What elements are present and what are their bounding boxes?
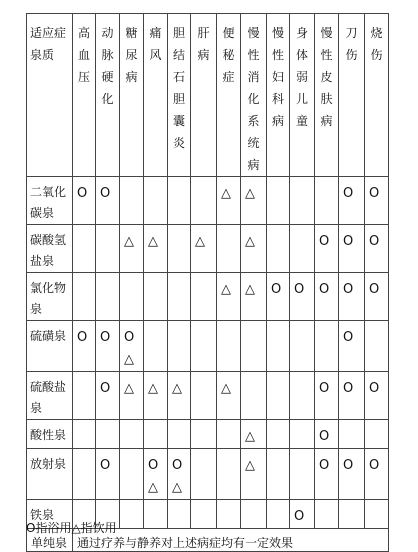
bath-use-mark: O xyxy=(369,234,380,249)
indication-cell xyxy=(191,273,217,321)
column-header xyxy=(290,14,315,177)
indication-cell xyxy=(191,500,217,529)
indication-cell xyxy=(290,420,315,449)
indication-cell xyxy=(365,420,389,449)
column-header-label: 便秘症 xyxy=(222,26,235,84)
table-row xyxy=(27,177,389,225)
indication-cell xyxy=(267,420,290,449)
simple-spring-effect-note: 通过疗养与静养对上述病症均有一定效果 xyxy=(73,529,389,552)
indication-cell xyxy=(96,372,120,420)
drink-use-mark: △ xyxy=(245,234,255,249)
column-header-label: 痛风 xyxy=(149,26,162,62)
spring-type-label: 碳酸氢盐泉 xyxy=(27,225,73,273)
indication-cell xyxy=(241,449,267,500)
indication-cell xyxy=(120,225,144,273)
indication-cell xyxy=(168,372,191,420)
indication-cell xyxy=(315,225,339,273)
indication-cell xyxy=(217,321,241,372)
indication-cell xyxy=(144,500,168,529)
spring-type-label: 二氧化碳泉 xyxy=(27,177,73,225)
indication-cell xyxy=(96,273,120,321)
indication-cell xyxy=(267,177,290,225)
indication-cell xyxy=(96,177,120,225)
indication-cell xyxy=(339,372,365,420)
indication-cell xyxy=(168,321,191,372)
indication-cell xyxy=(365,225,389,273)
indication-cell xyxy=(315,420,339,449)
column-header-label: 刀伤 xyxy=(345,26,358,62)
indication-cell xyxy=(168,225,191,273)
bath-use-mark: O xyxy=(77,186,88,201)
column-header xyxy=(241,14,267,177)
column-header-label: 高血压 xyxy=(77,26,90,84)
bath-use-mark: O xyxy=(294,282,305,297)
indication-cell xyxy=(290,372,315,420)
drink-use-mark: △ xyxy=(245,429,255,444)
indication-cell xyxy=(217,372,241,420)
column-header xyxy=(73,14,96,177)
drink-use-mark: △ xyxy=(245,458,255,473)
table-row xyxy=(27,420,389,449)
bath-use-mark: O xyxy=(172,458,183,473)
indication-cell xyxy=(73,273,96,321)
indication-cell xyxy=(144,420,168,449)
drink-use-mark: △ xyxy=(195,234,205,249)
column-header xyxy=(365,14,389,177)
column-header xyxy=(267,14,290,177)
indication-cell xyxy=(96,225,120,273)
indication-cell xyxy=(191,420,217,449)
bath-use-mark: O xyxy=(369,458,380,473)
indication-cell xyxy=(120,372,144,420)
indication-cell xyxy=(315,273,339,321)
indication-cell xyxy=(168,420,191,449)
drink-use-mark: △ xyxy=(148,381,158,396)
bath-use-mark: O xyxy=(319,458,330,473)
bath-use-mark: O xyxy=(100,186,111,201)
indication-cell xyxy=(168,273,191,321)
header-corner-label: 适应症泉质 xyxy=(27,14,73,177)
column-header xyxy=(96,14,120,177)
indication-cell xyxy=(144,225,168,273)
indication-cell xyxy=(96,420,120,449)
bath-use-mark: O xyxy=(148,458,159,473)
indication-cell xyxy=(267,273,290,321)
indication-cell xyxy=(144,177,168,225)
indication-cell xyxy=(73,449,96,500)
indication-cell xyxy=(217,449,241,500)
indication-cell xyxy=(241,177,267,225)
indication-cell xyxy=(290,177,315,225)
column-header xyxy=(339,14,365,177)
indication-cell xyxy=(73,420,96,449)
drink-use-mark: △ xyxy=(245,186,255,201)
spring-type-label: 酸性泉 xyxy=(27,420,73,449)
drink-use-mark: △ xyxy=(172,381,182,396)
indication-cell xyxy=(144,372,168,420)
indication-cell xyxy=(73,372,96,420)
indication-cell xyxy=(191,449,217,500)
bath-use-mark: O xyxy=(100,381,111,396)
column-header xyxy=(217,14,241,177)
table-row xyxy=(27,225,389,273)
header-row xyxy=(27,14,389,177)
indication-cell xyxy=(168,177,191,225)
bath-use-mark: O xyxy=(319,282,330,297)
column-header-label: 慢性妇科病 xyxy=(271,26,284,128)
indication-cell xyxy=(120,500,144,529)
indication-cell xyxy=(120,321,144,372)
spring-type-label: 放射泉 xyxy=(27,449,73,500)
indication-cell xyxy=(315,449,339,500)
indication-cell xyxy=(315,177,339,225)
table-row xyxy=(27,372,389,420)
indication-cell xyxy=(290,500,315,529)
bath-use-mark: O xyxy=(319,234,330,249)
indication-cell xyxy=(365,273,389,321)
column-header xyxy=(144,14,168,177)
indication-cell xyxy=(120,420,144,449)
indication-cell xyxy=(339,273,365,321)
drink-use-mark: △ xyxy=(124,381,134,396)
bath-use-mark: O xyxy=(369,282,380,297)
indication-cell xyxy=(191,321,217,372)
indication-cell xyxy=(168,500,191,529)
indication-cell xyxy=(144,321,168,372)
column-header xyxy=(315,14,339,177)
indication-cell xyxy=(267,321,290,372)
column-header-label: 烧伤 xyxy=(370,26,383,62)
indication-cell xyxy=(96,321,120,372)
bath-use-mark: O xyxy=(343,458,354,473)
indication-cell xyxy=(290,321,315,372)
indication-cell xyxy=(267,500,290,529)
indication-cell xyxy=(217,177,241,225)
bath-use-mark: O xyxy=(100,458,111,473)
bath-use-mark: O xyxy=(77,330,88,345)
indication-cell xyxy=(120,273,144,321)
indication-cell xyxy=(365,500,389,529)
spring-type-label: 硫酸盐泉 xyxy=(27,372,73,420)
drink-use-mark: △ xyxy=(172,480,182,495)
indication-cell xyxy=(241,500,267,529)
drink-use-mark: △ xyxy=(221,381,231,396)
drink-use-mark: △ xyxy=(245,282,255,297)
column-header xyxy=(191,14,217,177)
spring-type-label: 氯化物泉 xyxy=(27,273,73,321)
drink-use-mark: △ xyxy=(148,234,158,249)
indication-cell xyxy=(120,177,144,225)
indication-cell xyxy=(365,321,389,372)
table-row xyxy=(27,321,389,372)
indication-cell xyxy=(290,449,315,500)
bath-use-mark: O xyxy=(100,330,111,345)
indication-cell xyxy=(73,225,96,273)
indication-cell xyxy=(339,420,365,449)
indication-cell xyxy=(191,177,217,225)
indication-cell xyxy=(217,273,241,321)
indication-cell xyxy=(217,420,241,449)
drink-use-mark: △ xyxy=(221,282,231,297)
indication-cell xyxy=(241,420,267,449)
column-header-label: 慢性皮肤病 xyxy=(320,26,333,128)
indication-cell xyxy=(73,321,96,372)
column-header-label: 动脉硬化 xyxy=(101,26,114,106)
drink-use-mark: △ xyxy=(124,234,134,249)
column-header-label: 慢性消化系统病 xyxy=(247,26,260,172)
indication-cell xyxy=(339,321,365,372)
column-header-label: 肝病 xyxy=(197,26,210,62)
spring-type-label: 硫磺泉 xyxy=(27,321,73,372)
bath-use-mark: O xyxy=(271,282,282,297)
indication-cell xyxy=(315,372,339,420)
indication-cell xyxy=(365,177,389,225)
drink-use-mark: △ xyxy=(221,186,231,201)
indication-cell xyxy=(267,449,290,500)
indication-cell xyxy=(96,449,120,500)
indication-cell xyxy=(339,449,365,500)
indication-cell xyxy=(290,273,315,321)
legend-note: O指浴用△指饮用 xyxy=(26,521,117,535)
indication-cell xyxy=(339,225,365,273)
bath-use-mark: O xyxy=(369,186,380,201)
indication-cell xyxy=(315,500,339,529)
indication-cell xyxy=(241,372,267,420)
hot-spring-indication-table xyxy=(26,13,389,552)
column-header-label: 胆结石胆囊炎 xyxy=(172,26,185,150)
table-row xyxy=(27,273,389,321)
drink-use-mark: △ xyxy=(148,480,158,495)
drink-use-mark: △ xyxy=(124,352,134,367)
bath-use-mark: O xyxy=(343,186,354,201)
indication-cell xyxy=(191,372,217,420)
spring-type-label: 铁泉 xyxy=(27,500,73,529)
indication-cell xyxy=(191,225,217,273)
indication-cell xyxy=(339,177,365,225)
indication-cell xyxy=(144,449,168,500)
indication-cell xyxy=(120,449,144,500)
indication-cell xyxy=(365,372,389,420)
indication-cell xyxy=(241,225,267,273)
indication-cell xyxy=(144,273,168,321)
indication-cell xyxy=(73,177,96,225)
indication-cell xyxy=(339,500,365,529)
bath-use-mark: O xyxy=(319,429,330,444)
bath-use-mark: O xyxy=(369,381,380,396)
indication-cell xyxy=(267,372,290,420)
indication-cell xyxy=(241,321,267,372)
column-header xyxy=(120,14,144,177)
indication-cell xyxy=(168,449,191,500)
bath-use-mark: O xyxy=(343,381,354,396)
indication-cell xyxy=(365,449,389,500)
table-row xyxy=(27,449,389,500)
column-header-label: 糖尿病 xyxy=(125,26,138,84)
indication-cell xyxy=(315,321,339,372)
bath-use-mark: O xyxy=(343,282,354,297)
bath-use-mark: O xyxy=(319,381,330,396)
bath-use-mark: O xyxy=(294,509,305,524)
indication-cell xyxy=(217,225,241,273)
bath-use-mark: O xyxy=(343,234,354,249)
spring-type-label: 单纯泉 xyxy=(27,529,73,552)
indication-cell xyxy=(241,273,267,321)
bath-use-mark: O xyxy=(124,330,135,345)
column-header-label: 身体弱儿童 xyxy=(295,26,308,128)
indication-cell xyxy=(217,500,241,529)
column-header xyxy=(168,14,191,177)
bath-use-mark: O xyxy=(343,330,354,345)
indication-cell xyxy=(290,225,315,273)
indication-cell xyxy=(267,225,290,273)
